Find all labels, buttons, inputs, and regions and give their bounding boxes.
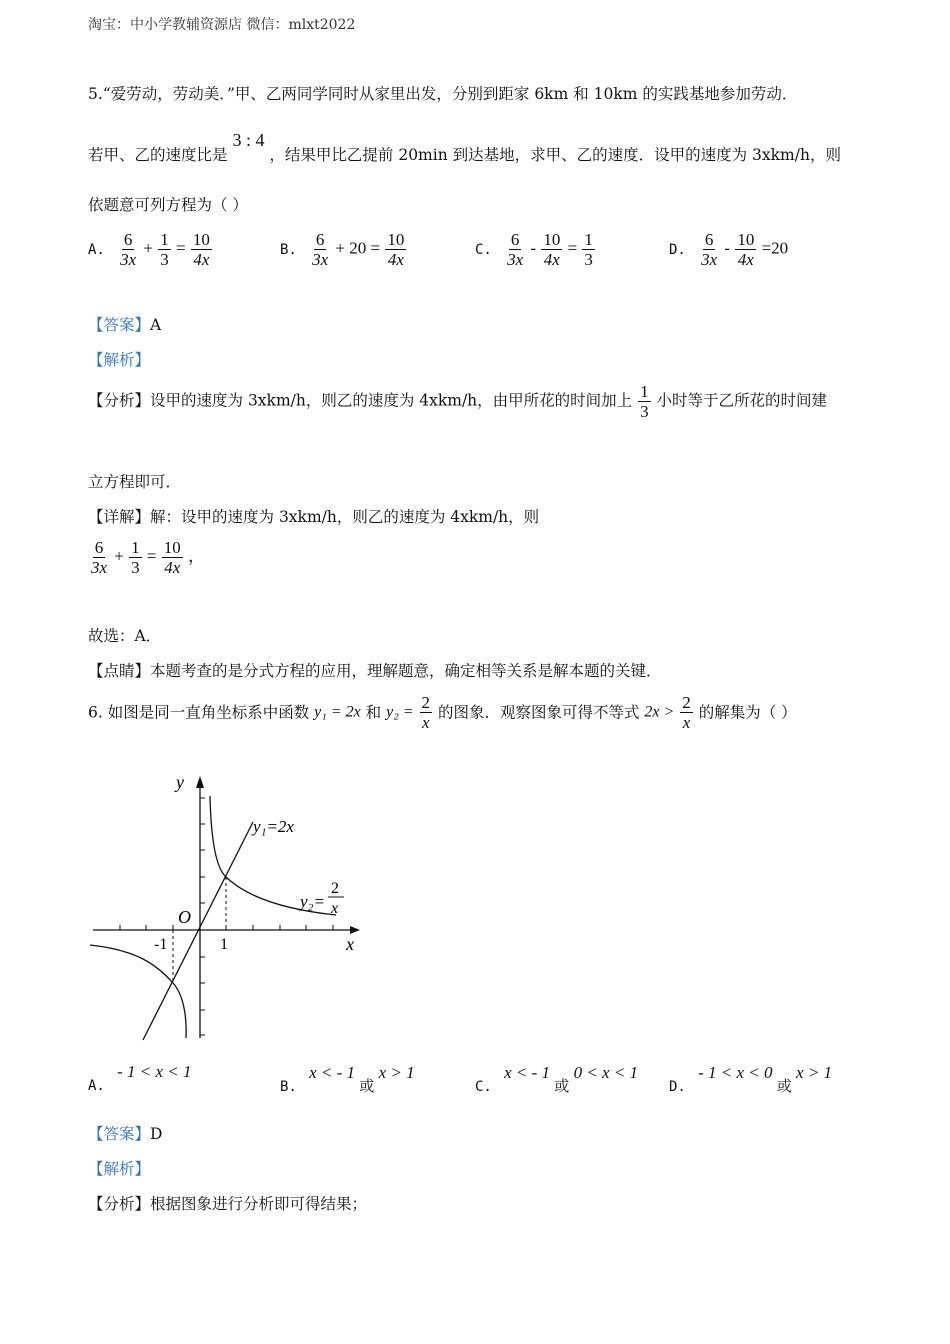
q6-fenxi: 【分析】根据图象进行分析即可得结果； [88,1195,368,1213]
curve-label-lhs: y₂= [300,892,325,911]
q5-option-d[interactable]: D. $\frac{6}{3x}$ - $\frac{10}{4x}$ =20 [669,230,789,269]
y-axis-arrow-icon [196,776,204,788]
q5-fenxi: 【分析】设甲的速度为 3xkm/h，则乙的速度为 4xkm/h，由甲所花的时间加上 $\frac{1}{3}$ 小时等于乙所花的时间建 [88,382,828,421]
q5-stem-line2 [88,130,841,165]
q5-stem-line1: 5.“爱劳动，劳动美．”甲、乙两同学同时从家里出发，分别到距家 6km 和 10km 的实践基地参加劳动． [88,85,798,103]
tick-label-neg1: -1 [154,936,168,953]
q5-ratio: 3 : 4 [232,130,265,150]
q5-equation: $\frac{6}{3x}$ + $\frac{1}{3}$ = $\frac{10}{4x}$ ， [91,538,205,577]
q6-option-c[interactable]: $_{C.}$ x < - 1 或 0 < x < 1 [475,1063,639,1096]
q5-dianjing: 【点睛】本题考查的是分式方程的应用，理解题意，确定相等关系是解本题的关键． [88,662,662,680]
answer-value: A [150,316,162,334]
q6-option-b[interactable]: $_{B.}$ x < - 1 或 x > 1 [280,1063,415,1096]
q5-stem-line2-b: ，结果甲比乙提前 20min 到达基地，求甲、乙的速度．设甲的速度为 3xkm/h，则 [269,146,841,164]
curve-label-num: 2 [331,880,339,897]
y-axis-label: y [176,772,184,792]
q5-option-c[interactable]: C. $\frac{6}{3x}$ - $\frac{10}{4x}$ = $\frac{1}{3}$ [475,230,593,269]
line-label: y₁=2x [253,817,294,836]
answer-tag: 【答案】 [88,316,151,334]
x-axis-arrow-icon [350,926,360,934]
option-label: B. [280,241,297,258]
hyperbola-negative-branch [90,945,186,1038]
q6-function-graph [88,770,368,1045]
q5-stem-line2-a: 若甲、乙的速度比是 [88,146,228,164]
q5-fenxi-cont: 立方程即可． [88,473,182,491]
q5-answer [88,313,161,335]
q6-stem: 6. 如图是同一直角坐标系中函数 y₁ = 2x 和 y₂ = $\frac{2}{x}$ 的图象．观察图象可得不等式 2x > $\frac{2}{x}$ 的解集为（ ） [88,693,797,732]
q5-analysis-tag: 【解析】 [88,351,151,369]
q5-xiangjie: 【详解】解：设甲的速度为 3xkm/h，则乙的速度为 4xkm/h，则 [88,508,540,526]
q5-guxuan: 故选：A． [88,627,162,645]
q6-option-a[interactable]: $_{A.}$ - 1 < x < 1 [88,1062,192,1095]
q6-option-d[interactable]: $_{D.}$ - 1 < x < 0 或 x > 1 [669,1063,833,1096]
q6-answer: 【答案】D [88,1125,163,1143]
x-axis-label: x [346,934,354,954]
page-header: 淘宝：中小学教辅资源店 微信：mlxt2022 [88,17,356,33]
line-y1 [143,822,253,1040]
curve-label-den: x [331,900,339,917]
origin-label: O [178,907,191,927]
q6-y1-expr: y₁ = 2x [314,703,361,721]
q5-stem-line3: 依题意可列方程为（ ） [88,196,248,214]
tick-label-1: 1 [220,936,228,953]
y-axis-ticks [200,798,205,1035]
option-label: C. [475,241,492,258]
q5-option-a[interactable]: A. $\frac{6}{3x}$ + $\frac{1}{3}$ = $\frac{10}{4x}$ [88,230,210,269]
option-label: D. [669,241,686,258]
option-label: A. [88,241,105,258]
q5-option-b[interactable]: B. $\frac{6}{3x}$ + 20 = $\frac{10}{4x}$ [280,230,405,269]
q6-analysis-tag: 【解析】 [88,1160,151,1178]
